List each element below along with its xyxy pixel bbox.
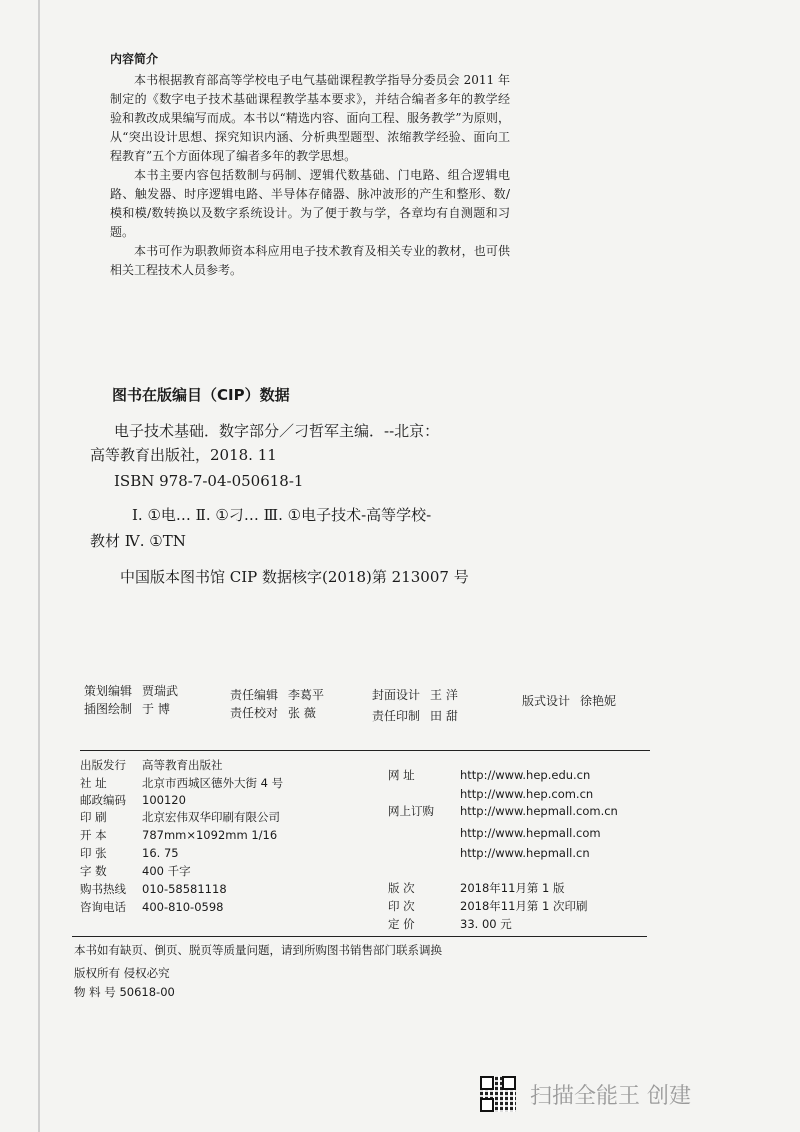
pub-row: 印 张 16. 75 — [80, 846, 179, 860]
cip-isbn: ISBN 978-7-04-050618-1 — [114, 472, 304, 490]
divider-top — [80, 750, 650, 751]
credit-item: 责任印制 田 甜 — [372, 709, 458, 723]
online-order-row: 网上订购 http://www.hepmall.com.cn — [388, 804, 618, 818]
credit-item: 封面设计 王 洋 — [372, 688, 458, 702]
credit-item: 策划编辑 贾瑞武 — [84, 684, 179, 698]
credit-item: 责任校对 张 薇 — [230, 706, 316, 720]
pub-row: 开 本 787mm×1092mm 1/16 — [80, 828, 278, 842]
qr-code-icon — [480, 1076, 516, 1112]
pub-row: 社 址 北京市西城区德外大街 4 号 — [80, 776, 284, 790]
pub-row: 字 数 400 千字 — [80, 864, 191, 878]
cip-line-1: 电子技术基础．数字部分／刁哲军主编．--北京： — [114, 422, 440, 440]
pub-row: 邮政编码 100120 — [80, 793, 186, 807]
material-number: 物 料 号 50618-00 — [74, 985, 175, 999]
cip-number: 中国版本图书馆 CIP 数据核字(2018)第 213007 号 — [120, 568, 469, 586]
edition-row: 版 次 2018年11月第 1 版 — [388, 881, 565, 895]
pub-row: 印 刷 北京宏伟双华印刷有限公司 — [80, 810, 280, 824]
scanner-watermark — [480, 1076, 691, 1112]
cip-title: 图书在版编目（CIP）数据 — [112, 386, 290, 404]
summary-paragraph-1: 本书根据教育部高等学校电子电气基础课程教学指导分委员会 2011 年制定的《数字电子技术基础课程教学基本要求》，并结合编者多年的教学经验和教改成果编写而成。本书以“精选内容、面向工程、服务教学”为原则，从“突出设计思想、探究知识内涵、分析典型题型、浓缩教学经验、面向工程教育”五个方面体现了编者多年的教学思想。 — [110, 73, 510, 163]
website-row: 网 址 http://www.hep.edu.cn — [388, 768, 591, 782]
summary-paragraph-3: 本书可作为职教师资本科应用电子技术教育及相关专业的教材，也可供相关工程技术人员参考。 — [110, 244, 510, 277]
quality-notice: 本书如有缺页、倒页、脱页等质量问题，请到所购图书销售部门联系调换 — [74, 943, 442, 957]
summary-heading: 内容简介 — [110, 52, 159, 66]
pub-row: 购书热线 010-58581118 — [80, 882, 227, 896]
copyright-notice: 版权所有 侵权必究 — [74, 966, 170, 980]
pub-row: 出版发行 高等教育出版社 — [80, 758, 223, 772]
content-summary — [110, 50, 510, 280]
online-order-url-3: http://www.hepmall.cn — [460, 846, 590, 860]
printing-row: 印 次 2018年11月第 1 次印刷 — [388, 899, 588, 913]
cip-block — [90, 384, 532, 586]
credit-item: 插图绘制 于 博 — [84, 702, 170, 716]
divider-bottom — [72, 936, 647, 937]
credit-item: 责任编辑 李葛平 — [230, 688, 325, 702]
scan-edge-shadow — [38, 0, 40, 1132]
online-order-url-2: http://www.hepmall.com — [460, 826, 601, 840]
cip-line-2: 高等教育出版社，2018. 11 — [90, 446, 277, 464]
pub-row: 咨询电话 400-810-0598 — [80, 900, 224, 914]
website-url-2: http://www.hep.com.cn — [460, 787, 594, 801]
cip-class-1: Ⅰ. ①电… Ⅱ. ①刁… Ⅲ. ①电子技术-高等学校- — [132, 506, 432, 524]
credit-item: 版式设计 徐艳妮 — [522, 694, 617, 708]
cip-class-2: 教材 Ⅳ. ①TN — [90, 532, 186, 550]
watermark-text: 扫描全能王 创建 — [530, 1083, 691, 1109]
price-row: 定 价 33. 00 元 — [388, 917, 512, 931]
summary-paragraph-2: 本书主要内容包括数制与码制、逻辑代数基础、门电路、组合逻辑电路、触发器、时序逻辑电路、半导体存储器、脉冲波形的产生和整形、数/模和模/数转换以及数字系统设计。为了便于教与学，各章均有自测题和习题。 — [110, 168, 510, 239]
